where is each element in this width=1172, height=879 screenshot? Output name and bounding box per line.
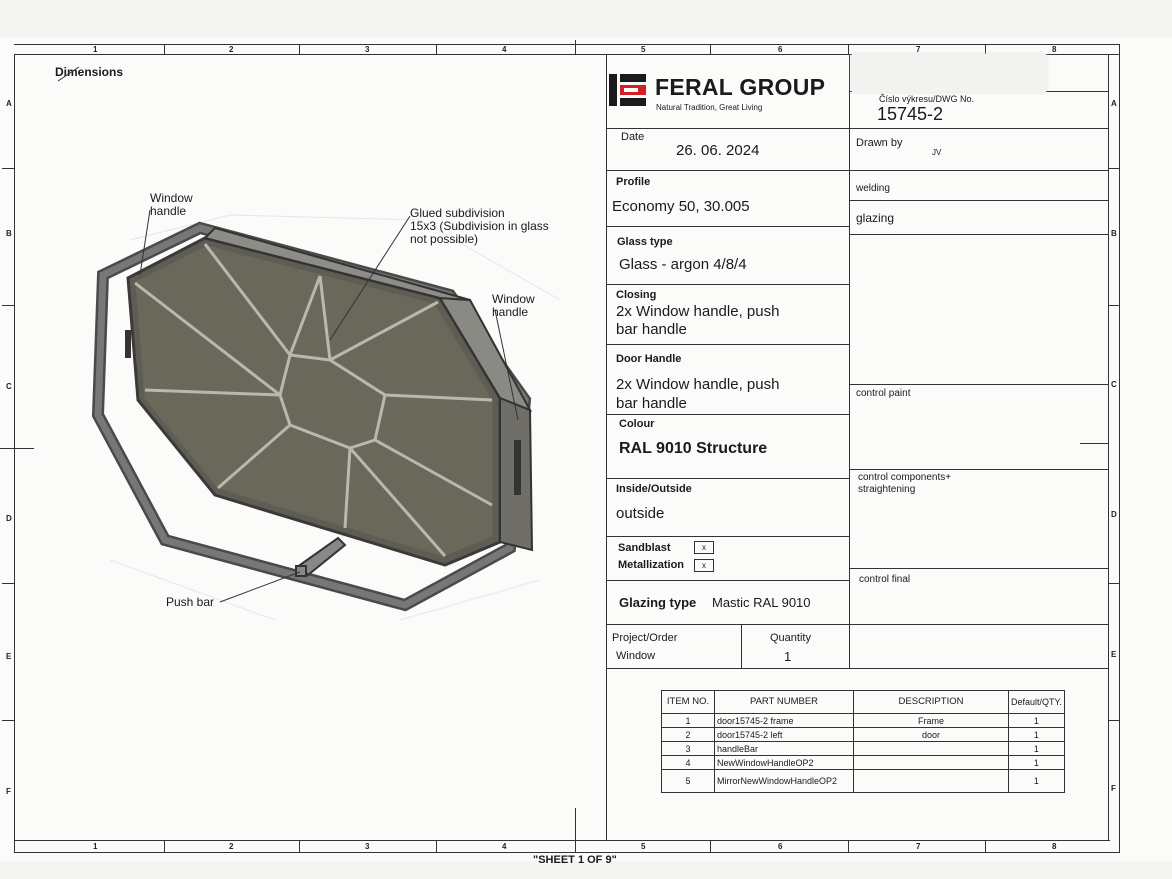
bom-cell-item: 1 [662, 714, 715, 728]
tick [299, 44, 300, 54]
push-bar-callout: Push bar [166, 595, 215, 609]
tick [985, 840, 986, 852]
zone-row-d: D [6, 514, 12, 523]
drawn-by-label: Drawn by [856, 137, 903, 149]
bom-header-item-no: ITEM NO. [662, 691, 715, 714]
zone-col-1-bottom: 1 [93, 842, 98, 851]
table-row [662, 742, 1065, 756]
zone-row-f: F [6, 787, 11, 796]
profile-value: Economy 50, 30.005 [612, 198, 750, 215]
table-row [662, 756, 1065, 770]
tick [848, 44, 849, 54]
bom-cell-item: 2 [662, 728, 715, 742]
check-welding: welding [856, 183, 890, 194]
zone-row-c-right: C [1111, 380, 1117, 389]
tick [848, 840, 849, 852]
bom-cell-item: 5 [662, 770, 715, 793]
tick [2, 720, 14, 721]
tick [575, 808, 576, 852]
bom-cell-description [854, 756, 1009, 770]
tick [0, 448, 34, 449]
glued-subdivision-callout-line1: Glued subdivision [410, 206, 505, 220]
project-order-value: Window [616, 650, 656, 662]
date-label: Date [621, 131, 645, 143]
profile-label: Profile [616, 176, 651, 188]
tick [164, 44, 165, 54]
zone-col-4-bottom: 4 [502, 842, 507, 851]
window-handle-right-callout-line1: Window [492, 292, 535, 306]
bom-cell-qty: 1 [1009, 770, 1065, 793]
closing-label: Closing [616, 289, 657, 301]
redacted-area [852, 54, 1046, 92]
frame-bottom-inner-line [14, 840, 1110, 841]
zone-row-e: E [6, 652, 12, 661]
frame-right-outer-line [1119, 44, 1120, 852]
frame-bottom-outer-line [14, 852, 1120, 853]
zone-row-c: C [6, 382, 12, 391]
inside-outside-label: Inside/Outside [616, 483, 692, 495]
bom-cell-part: door15745-2 left [715, 728, 854, 742]
glass-type-label: Glass type [617, 236, 673, 248]
zone-col-1: 1 [93, 45, 98, 54]
tick [436, 840, 437, 852]
zone-col-5-bottom: 5 [641, 842, 646, 851]
bom-header-description: DESCRIPTION [854, 691, 1009, 714]
bom-header-part-number: PART NUMBER [715, 691, 854, 714]
quantity-value: 1 [784, 649, 792, 664]
bom-cell-part: handleBar [715, 742, 854, 756]
zone-col-2: 2 [229, 45, 234, 54]
glazing-type-value: Mastic RAL 9010 [712, 595, 811, 610]
bom-cell-description: Frame [854, 714, 1009, 728]
table-row [662, 728, 1065, 742]
colour-value: RAL 9010 Structure [619, 440, 768, 457]
frame-right-inner-line [1108, 54, 1109, 840]
feral-logo-icon [608, 72, 648, 108]
frame-left-line [14, 54, 15, 852]
dimensions-strike-mark [55, 64, 85, 84]
tick [985, 44, 986, 54]
zone-col-3-bottom: 3 [365, 842, 370, 851]
zone-row-d-right: D [1111, 510, 1117, 519]
window-3d-model [90, 200, 560, 620]
check-glazing: glazing [856, 211, 895, 225]
dwg-no-label: Číslo výkresu/DWG No. [879, 94, 975, 104]
zone-col-7-bottom: 7 [916, 842, 921, 851]
bom-cell-description: door [854, 728, 1009, 742]
zone-row-e-right: E [1111, 650, 1117, 659]
door-handle-value-line2: bar handle [616, 395, 687, 412]
bom-cell-qty: 1 [1009, 756, 1065, 770]
tick [1108, 305, 1119, 306]
left-handle-shape [125, 330, 131, 358]
bom-header-qty: Default/QTY. [1009, 691, 1065, 714]
bom-table [661, 690, 1065, 793]
bom-cell-qty: 1 [1009, 728, 1065, 742]
tick [2, 305, 14, 306]
project-order-label: Project/Order [612, 632, 678, 644]
zone-row-b: B [6, 229, 12, 238]
dwg-no-value: 15745-2 [877, 104, 944, 124]
tick [436, 44, 437, 54]
bom-cell-item: 3 [662, 742, 715, 756]
check-control-paint: control paint [856, 388, 911, 399]
table-row [662, 770, 1065, 793]
zone-col-6-bottom: 6 [778, 842, 783, 851]
company-name: FERAL GROUP [655, 74, 826, 100]
quantity-label: Quantity [770, 632, 811, 644]
window-handle-right-callout-line2: handle [492, 305, 529, 319]
bom-cell-item: 4 [662, 756, 715, 770]
zone-col-4: 4 [502, 45, 507, 54]
zone-col-3: 3 [365, 45, 370, 54]
door-handle-value-line1: 2x Window handle, push [616, 376, 780, 393]
tick [710, 44, 711, 54]
bom-cell-part: MirrorNewWindowHandleOP2 [715, 770, 854, 793]
dimensions-label: Dimensions [55, 65, 124, 79]
tick [2, 583, 14, 584]
tick [710, 840, 711, 852]
zone-col-8: 8 [1052, 45, 1057, 54]
glued-subdivision-callout-line2: 15x3 (Subdivision in glass [410, 219, 549, 233]
zone-col-7: 7 [916, 45, 921, 54]
drawn-by-value: JV [932, 148, 942, 157]
tick [164, 840, 165, 852]
date-value: 26. 06. 2024 [676, 142, 760, 159]
zone-row-a-right: A [1111, 99, 1117, 108]
colour-label: Colour [619, 418, 655, 430]
bom-cell-description [854, 742, 1009, 756]
tick [1108, 168, 1119, 169]
right-handle-shape [514, 440, 521, 495]
tick [2, 168, 14, 169]
frame-zone-top-line [14, 44, 1120, 45]
company-tagline: Natural Tradition, Great Living [656, 103, 763, 112]
zone-col-8-bottom: 8 [1052, 842, 1057, 851]
window-handle-left-callout-line1: Window [150, 191, 193, 205]
metallization-checkbox: x [694, 559, 714, 572]
inside-outside-value: outside [616, 505, 665, 522]
zone-row-f-right: F [1111, 784, 1116, 793]
bom-cell-part: door15745-2 frame [715, 714, 854, 728]
glazing-type-label: Glazing type [619, 595, 697, 610]
tick [1108, 720, 1119, 721]
zone-col-2-bottom: 2 [229, 842, 234, 851]
bom-header-row [662, 691, 1065, 714]
tick [299, 840, 300, 852]
bom-cell-qty: 1 [1009, 742, 1065, 756]
sandblast-label: Sandblast [618, 542, 671, 554]
glass-type-value: Glass - argon 4/8/4 [619, 256, 747, 273]
tick [1108, 583, 1119, 584]
zone-row-b-right: B [1111, 229, 1117, 238]
bom-cell-part: NewWindowHandleOP2 [715, 756, 854, 770]
check-control-components: control components+ straightening [858, 472, 952, 495]
door-handle-label: Door Handle [616, 353, 682, 365]
closing-value-line1: 2x Window handle, push [616, 303, 780, 320]
glued-subdivision-callout-line3: not possible) [410, 232, 479, 246]
zone-col-6: 6 [778, 45, 783, 54]
check-control-final: control final [859, 574, 911, 585]
window-handle-left-callout-line2: handle [150, 204, 187, 218]
closing-value-line2: bar handle [616, 321, 687, 338]
sandblast-checkbox: x [694, 541, 714, 554]
table-row [662, 714, 1065, 728]
bom-cell-qty: 1 [1009, 714, 1065, 728]
tick [575, 40, 576, 54]
sheet-label: "SHEET 1 OF 9" [533, 854, 617, 866]
metallization-label: Metallization [618, 559, 685, 571]
zone-col-5: 5 [641, 45, 646, 54]
bom-cell-description [854, 770, 1009, 793]
zone-row-a: A [6, 99, 12, 108]
